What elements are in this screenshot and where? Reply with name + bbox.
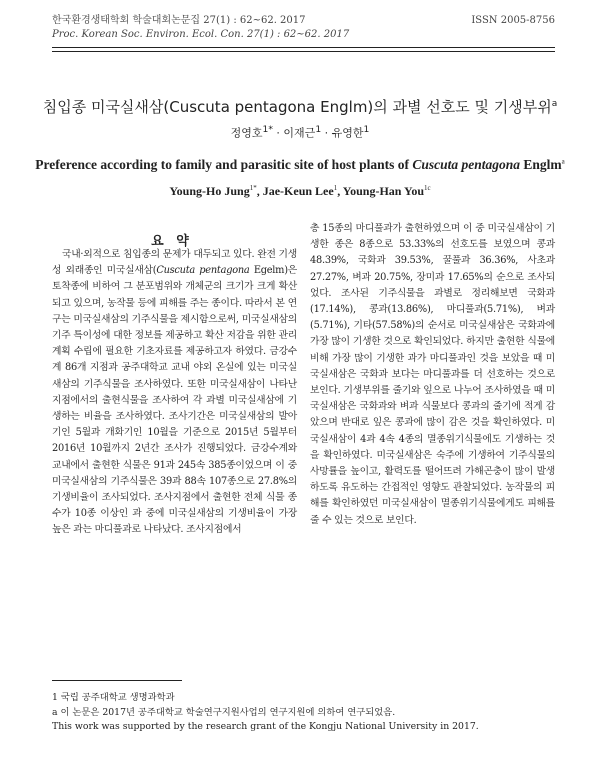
footnote-affiliation: 1 국립 공주대학교 생명과학과 [52, 692, 175, 703]
running-header [52, 14, 555, 42]
abstract-heading: 요 약 [151, 234, 193, 249]
issn: ISSN 2005-8756 [471, 15, 555, 26]
header-divider-2 [52, 51, 555, 52]
english-title-tail: Englm [519, 157, 562, 172]
korean-title [0, 96, 600, 117]
english-authors [0, 184, 600, 199]
author-en-3-sup: 1c [424, 184, 431, 192]
abstract-left-italic: Cuscuta pentagona [156, 265, 250, 277]
author-ko-1: 정영호 [230, 126, 263, 140]
abstract-column-left [52, 247, 297, 539]
header-divider [52, 47, 555, 48]
author-ko-3: · 유영한 [321, 126, 364, 140]
author-ko-1-sup: 1* [262, 124, 273, 135]
author-en-1: Young-Ho Jung [169, 184, 250, 198]
korean-title-sup: a [551, 99, 558, 109]
abstract-paragraph-left [52, 247, 297, 539]
english-title-text: Preference according to family and parasitic site of host plants of [35, 157, 413, 172]
abstract-left-b: Egelm)은 토착종에 비하여 그 분포범위와 개체군의 크기가 크게 확산되고 있으며, 농작물 등에 피해를 주는 종이다. 따라서 본 연구는 미국실새삼의 기주식물을 제시함으로써, 미국실새삼의 기주 특이성에 대한 정보를 제공하고 확산 저감을 위한 관리 계획 수립에 필요한 기초자료를 제공하고자 하였다. 금강수계 86개 지점과 공주대학교 교내 야외 온실에 있는 미국실새삼의 기주식물을 조사하였다. 또한 미국실새삼이 나타난 지점에서의 출현식물을 조사하여 각 과별 미국실새삼에 기생하는 비율을 조사하였다. 조사기간은 미국실새삼의 발아기인 5월과 개화기인 10월을 기준으로 2015년 5월부터 2016년 10월까지 2년간 조사가 진행되었다. 금강수계와 교내에서 출현한 식물은 91과 245속 385종이었으며 이 중 미국실새삼의 기주식물은 39과 88속 107종으로 27.8%의 기생비율이 조사되었다. 조사지점에서 출현한 전체 식물 종수가 10종 이상인 과 중에 미국실새삼의 기생비율이 가장 높은 과는 마디풀과로 나타났다. 조사지점에서 [52, 265, 297, 536]
abstract-column-right [310, 221, 555, 529]
abstract-paragraph-right: 총 15종의 마디풀과가 출현하였으며 이 중 미국실새삼이 기생한 종은 8종으로 53.33%의 선호도를 보였으며 콩과 48.39%, 국화과 39.53%, 꿀풀과 36.36%, 사초과 27.27%, 벼과 20.75%, 장미과 17.65%의 순으로 조사되었다. 조사된 기주식물을 과별로 정리해보면 국화과(17.14%), 콩과(13.86%), 마디풀과(5.71%), 벼과(5.71%), 기타(57.58%)의 순서로 미국실새삼은 국화과에 가장 많이 기생한 것으로 확인되었다. 하지만 출현한 식물에 비해 가장 많이 기생한 과가 마디풀과인 것을 보았을 때 미국실새삼은 국화과 보다는 마디풀과를 더 선호하는 것으로 보인다. 기생부위를 줄기와 잎으로 나누어 조사하였을 때 미국실새삼은 국화과와 벼과 식물보다 콩과의 줄기에 적게 감았으며 반대로 잎은 콩과에 많이 감은 것을 확인하였다. 미국실새삼이 4과 4속 4종의 멸종위기식물에도 기생하는 것을 확인하였다. 미국실새삼은 숙주에 기생하여 기주식물의 사망률을 높이고, 활력도를 떨어뜨려 가해곤충이 많이 발생하도록 유도하는 간접적인 영향도 관찰되었다. 농작물의 피해를 확인하였던 미국실새삼이 멸종위기식물에게도 피해를 줄 수 있는 것으로 보인다. [310, 223, 555, 526]
author-ko-3-sup: 1 [363, 124, 370, 135]
author-ko-2: · 이재근 [272, 126, 316, 140]
author-en-2: , Jae-Keun Lee [256, 184, 334, 198]
author-en-3: , Young-Han You [337, 184, 425, 198]
korean-authors [0, 124, 600, 141]
journal-korean: 한국환경생태학회 학술대회논문집 27(1) : 62~62. 2017 [52, 15, 306, 26]
footnote-funding-ko: a 이 논문은 2017년 공주대학교 학술연구지원사업의 연구지원에 의하여 연구되었음. [52, 706, 396, 718]
footnote-funding-en: This work was supported by the research grant of the Kongju National University in 2017. [52, 721, 479, 732]
korean-title-text: 침입종 미국실새삼(Cuscuta pentagona Englm)의 과별 선호도 및 기생부위 [42, 98, 552, 116]
author-ko-2-sup: 1 [315, 124, 322, 135]
abstract-left-a: 국내·외적으로 침입종의 문제가 대두되고 있다. 완전 기생성 외래종인 미국실새삼( [52, 249, 297, 277]
journal-english: Proc. Korean Soc. Environ. Ecol. Con. 27(1) : 62~62. 2017 [52, 29, 350, 40]
english-title-sup: a [561, 157, 565, 166]
footnotes [52, 691, 555, 735]
footnote-divider [52, 680, 182, 681]
english-title-italic: Cuscuta pentagona [412, 157, 520, 172]
english-title [0, 157, 600, 173]
author-en-1-sup: 1* [249, 184, 257, 192]
author-en-2-sup: 1 [333, 184, 338, 192]
